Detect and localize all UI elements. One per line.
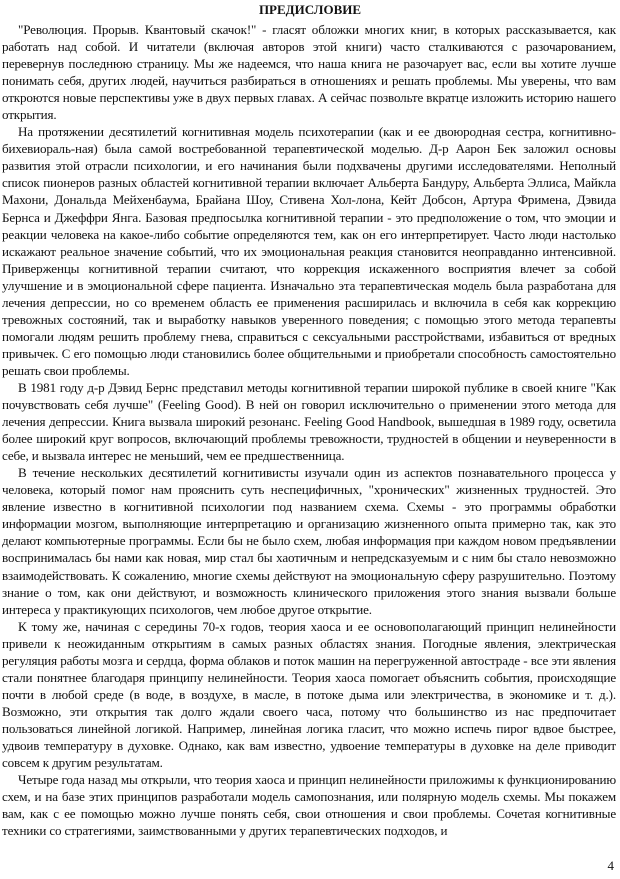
paragraph-1: "Революция. Прорыв. Квантовый скачок!" - гласят обложки многих книг, в которых рассказывается, как работать над собой. И читатели (включая авторов этой книги) часто сталкиваются с разочарованием, перевернув последнюю страницу. Мы же надеемся, что наша книга не разочарует вас, если вы хотите лучше понимать себя, других людей, научиться разбираться в отношениях и решать проблемы. Мы уверены, что вам откроются новые перспективы уже в двух первых главах. А сейчас позвольте вкратце изложить историю нашего открытия.	[2, 22, 616, 123]
page-number: 4	[607, 858, 614, 873]
paragraph-2: На протяжении десятилетий когнитивная модель психотерапии (как и ее двоюродная сестра, когнитивно-бихевиораль-ная) была самой востребованной терапевтической моделью. Д-р Аарон Бек заложил основы развития этой отрасли психологии, и его начинания были подхвачены другими исследователями. Неполный список пионеров разных областей когнитивной терапии включает Альберта Бандуру, Альберта Эллиса, Майкла Махони, Дональда Мейхенбаума, Брайана Шоу, Стивена Хол-лона, Кейт Добсон, Артура Фримена, Дэвида Бернса и Джеффри Янга. Базовая предпосылка когнитивной терапии - это предположение о том, что эмоции и реакции человека на какое-либо событие определяются тем, как он его интерпретирует. Часто люди настолько искажают реальное значение событий, что их эмоциональная реакция становится неоправданно интенсивной. Приверженцы когнитивной терапии считают, что коррекция искаженного восприятия влечет за собой улучшение и в эмоциональной сфере пациента. Изначально эта терапевтическая модель была разработана для лечения депрессии, но со временем область ее применения расширилась и включила в себя как коррекцию тревожных состояний, так и выработку навыков уверенного поведения; с помощью этого метода терапевты помогали людям решить проблему гнева, справиться с сексуальными расстройствами, избавиться от вредных привычек. С его помощью люди становились более общительными и приобретали способность самостоятельно решать свои проблемы.	[2, 124, 616, 378]
paragraph-3: В 1981 году д-р Дэвид Бернс представил методы когнитивной терапии широкой публике в своей книге "Как почувствовать себя лучше" (Feeling Good). В ней он говорил исключительно о применении этого метода для лечения депрессии. Книга вызвала широкий резонанс. Feeling Good Handbook, вышедшая в 1989 году, осветила более широкий круг вопросов, включающий проблемы тревожности, трудностей в общении и неуверенности в себе, и вызвала интерес не меньший, чем ее предшественница.	[2, 379, 616, 464]
body-text	[2, 21, 616, 839]
page-title: ПРЕДИСЛОВИЕ	[258, 2, 362, 17]
paragraph-5: К тому же, начиная с середины 70-х годов, теория хаоса и ее основополагающий принцип нелинейности привели к неожиданным открытиям в самых разных областях знания. Погодные явления, электрическая регуляция работы мозга и сердца, форма облаков и поток машин на перегруженной автостраде - все эти явления стали понятнее благодаря принципу нелинейности. Теория хаоса помогает объяснить события, происходящие почти в любой среде (в воде, в воздухе, в масле, в потоке дыма или электричества, в экономике и т. д.). Возможно, эти открытия так долго ждали своего часа, потому что большинство из нас предпочитает пользоваться линейной логикой. Например, линейная логика гласит, что можно испечь пирог вдвое быстрее, удвоив температуру в духовке. Однако, как вам известно, удвоение температуры в духовке на деле приводит совсем к другим результатам.	[2, 618, 616, 771]
paragraph-6: Четыре года назад мы открыли, что теория хаоса и принцип нелинейности приложимы к функционированию схем, и на базе этих принципов разработали модель самопознания, или полярную модель схемы. Мы покажем вам, как с ее помощью можно лучше понять себя, свои отношения и свои проблемы. Сочетая когнитивные техники со стратегиями, заимствованными у других терапевтических подходов, и	[2, 772, 616, 839]
paragraph-4: В течение нескольких десятилетий когнитивисты изучали один из аспектов познавательного процесса у человека, который помог нам прояснить суть неспецифичных, "хронических" жизненных трудностей. Это явление известно в когнитивной психологии под названием схема. Схемы - это программы обработки информации мозгом, выполняющие интерпретацию и организацию жизненного опыта примерно так, как это делают компьютерные программы. Если бы не было схем, любая информация при каждом новом предъявлении воспринималась бы нами как новая, мир стал бы хаотичным и непредсказуемым и с ним бы стало невозможно взаимодействовать. К сожалению, многие схемы действуют на эмоциональную сферу разрушительно. Поэтому знание о том, как они действуют, и возможность клинического приложения этого знания вызвали больше интереса у практикующих психологов, чем любое другое открытие.	[2, 465, 616, 617]
